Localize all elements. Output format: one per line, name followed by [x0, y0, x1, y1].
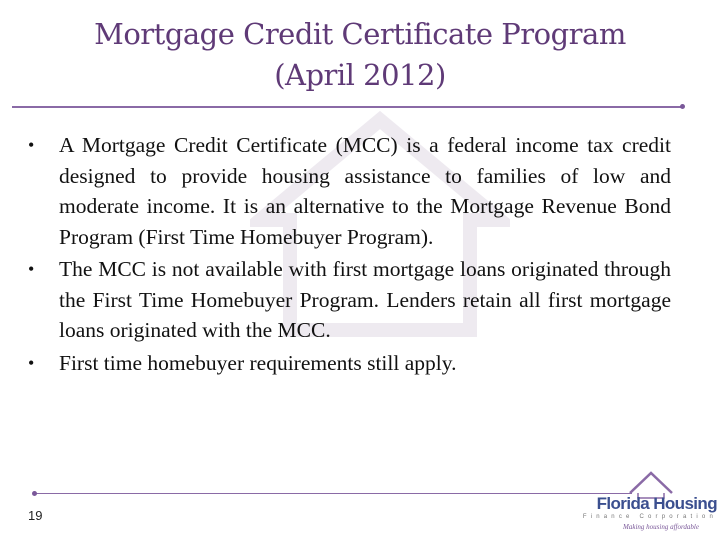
title-line-2: (April 2012)	[274, 58, 446, 92]
bullet-text: First time homebuyer requirements still apply.	[59, 350, 457, 375]
bullet-list	[28, 130, 671, 380]
bullet-item	[28, 130, 671, 252]
florida-housing-logo	[567, 494, 717, 532]
bullet-marker: •	[28, 352, 35, 373]
footer-divider	[34, 493, 632, 494]
footer-divider-dot	[32, 491, 37, 496]
page-number: 19	[28, 508, 43, 523]
bullet-text: The MCC is not available with first mortgage loans originated through the First Time Homebuyer Program. Lenders retain all first mortgage loans originated with the MCC.	[59, 257, 671, 342]
title-line-1: Mortgage Credit Certificate Program	[94, 17, 626, 51]
slide-title	[30, 14, 690, 96]
title-divider-dot	[680, 104, 685, 109]
logo-tagline: Making housing affordable	[623, 523, 699, 531]
bullet-marker: •	[28, 259, 35, 279]
logo-name: Florida Housing	[596, 494, 717, 513]
bullet-marker: •	[28, 135, 35, 155]
title-divider	[12, 106, 681, 108]
logo-subtitle: Finance Corporation	[582, 514, 717, 520]
bullet-item	[28, 254, 671, 346]
bullet-item	[28, 348, 671, 379]
bullet-text: A Mortgage Credit Certificate (MCC) is a federal income tax credit designed to provide housing assistance to families of low and moderate income. It is an alternative to the Mortgage Revenue Bond Program (First Time Homebuyer Program).	[59, 133, 671, 249]
